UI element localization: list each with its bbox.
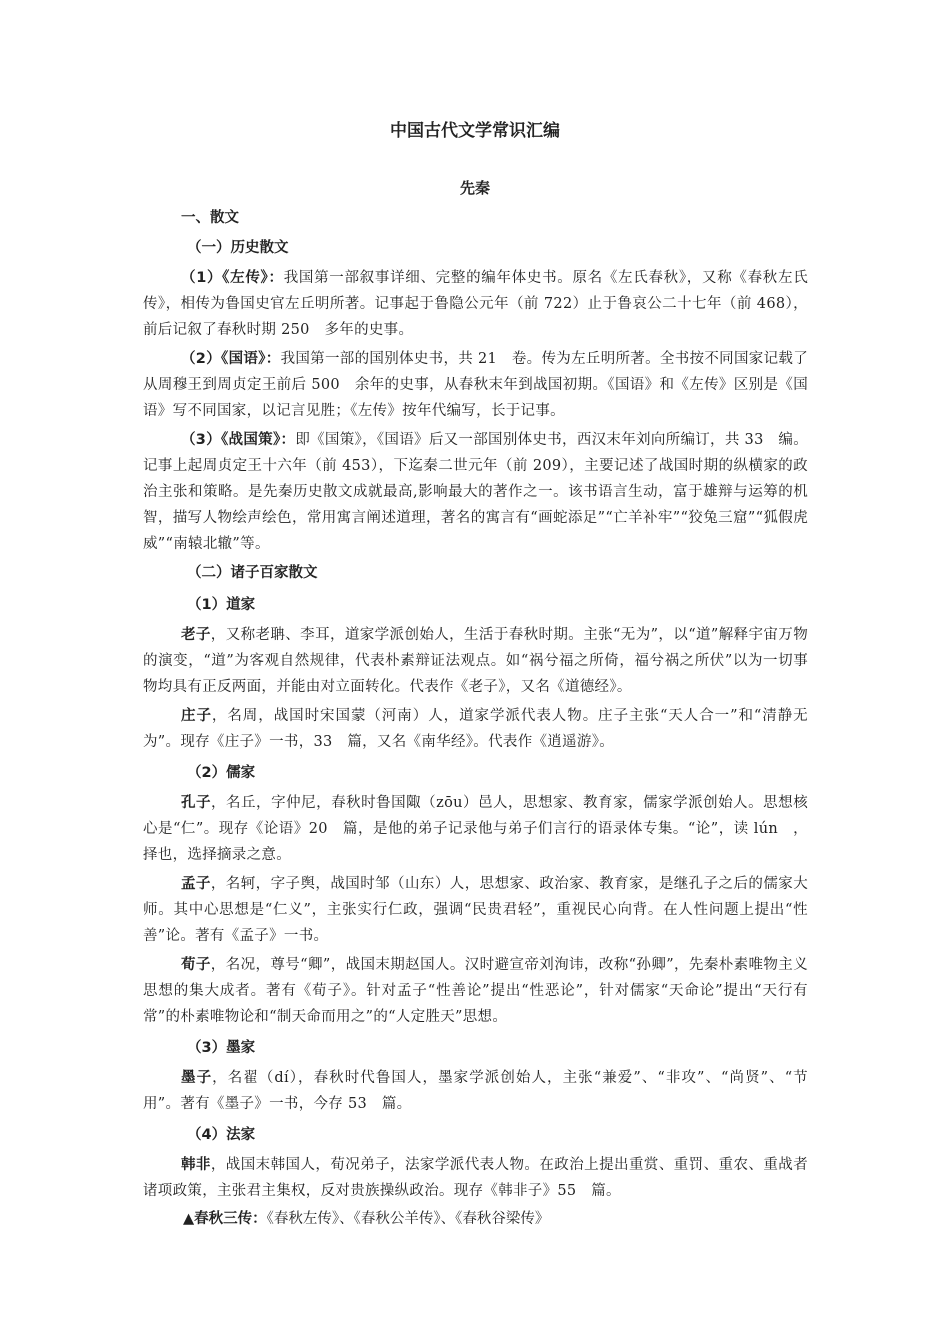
text-guoyu: 我国第一部的国别体史书，共 21 卷。传为左丘明所著。全书按不同国家记载了从周穆王到周贞定王前后 500 余年的史事，从春秋末年到战国初期。《国语》和《左传》区别是《国语》写不同国家，以记言见胜；《左传》按年代编写，长于记事。	[143, 351, 808, 419]
term-xunzi: 荀子	[181, 957, 211, 973]
text-hanfei: ，战国末韩国人，荀况弟子，法家学派代表人物。在政治上提出重赏、重罚、重农、重战者诸项政策，主张君主集权，反对贵族操纵政治。现存《韩非子》55 篇。	[143, 1157, 808, 1199]
heading-mojia: （3）墨家	[187, 1040, 256, 1056]
paragraph-guoyu	[143, 346, 808, 424]
paragraph-kongzi	[143, 790, 808, 868]
text-sanzhuan: 《春秋左传》、《春秋公羊传》、《春秋谷梁传》	[266, 1211, 550, 1227]
term-laozi: 老子	[181, 627, 211, 643]
text-zhanguoce: 即《国策》，《国语》后又一部国别体史书，西汉末年刘向所编订，共 33 编。记事上起周贞定王十六年（前 453），下迄秦二世元年（前 209），主要记述了战国时期的纵横家的政治主张和策略。是先秦历史散文成就最高,影响最大的著作之一。该书语言生动，富于雄辩与运筹的机智，描写人物绘声绘色，常用寓言阐述道理，著名的寓言有“画蛇添足”“亡羊补牢”“狡兔三窟”“狐假虎威”“南辕北辙”等。	[143, 432, 809, 552]
paragraph-zhanguoce	[143, 427, 808, 557]
text-zhuangzi: ，名周，战国时宋国蒙（河南）人，道家学派代表人物。庄子主张“天人合一”和“清静无为”。现存《庄子》一书，33 篇，又名《南华经》。代表作《逍遥游》。	[143, 708, 808, 750]
heading-prose: 一、散文	[181, 210, 239, 226]
text-zuozhuan: 我国第一部叙事详细、完整的编年体史书。原名《左氏春秋》，又称《春秋左氏传》，相传为鲁国史官左丘明所著。记事起于鲁隐公元年（前 722）止于鲁哀公二十七年（前 468），前后记叙了春秋时期 250 多年的史事。	[143, 270, 808, 338]
note-sanzhuan	[143, 1206, 808, 1232]
paragraph-xunzi	[143, 952, 808, 1030]
heading-fajia: （4）法家	[187, 1127, 256, 1143]
term-hanfei: 韩非	[181, 1157, 211, 1173]
text-mozi: ，名翟（dí），春秋时代鲁国人，墨家学派创始人，主张“兼爱”、“非攻”、“尚贤”、“节用”。著有《墨子》一书，今存 53 篇。	[143, 1070, 808, 1112]
term-zhanguoce: （3）《战国策》：	[181, 432, 296, 448]
paragraph-hanfei	[143, 1152, 808, 1204]
heading-zhuzi-prose: （二）诸子百家散文	[187, 565, 318, 581]
paragraph-mengzi	[143, 871, 808, 949]
term-zuozhuan: （1）《左传》：	[181, 270, 284, 286]
term-zhuangzi: 庄子	[181, 708, 212, 724]
term-kongzi: 孔子	[181, 795, 212, 811]
paragraph-zuozhuan	[143, 265, 808, 343]
heading-daojia: （1）道家	[187, 597, 256, 613]
text-kongzi: ，名丘，字仲尼，春秋时鲁国陬（zōu）邑人，思想家、教育家，儒家学派创始人。思想核心是“仁”。现存《论语》20 篇，是他的弟子记录他与弟子们言行的语录体专集。“论”，读 lún ，择也，选择摘录之意。	[143, 795, 808, 863]
heading-rujia: （2）儒家	[187, 765, 256, 781]
paragraph-mozi	[143, 1065, 808, 1117]
paragraph-zhuangzi	[143, 703, 808, 755]
term-mozi: 墨子	[181, 1070, 213, 1086]
text-mengzi: ，名轲，字子舆，战国时邹（山东）人，思想家、政治家、教育家，是继孔子之后的儒家大师。其中心思想是“仁义”，主张实行仁政，强调“民贵君轻”，重视民心向背。在人性问题上提出“性善”论。著有《孟子》一书。	[143, 876, 808, 944]
section-heading: 先秦	[459, 179, 490, 197]
term-mengzi: 孟子	[181, 876, 211, 892]
heading-history-prose: （一）历史散文	[187, 240, 289, 256]
paragraph-laozi	[143, 622, 808, 700]
text-xunzi: ，名况，尊号“卿”，战国末期赵国人。汉时避宣帝刘洵讳，改称“孙卿”，先秦朴素唯物主义思想的集大成者。著有《荀子》。针对孟子“性善论”提出“性恶论”，针对儒家“天命论”提出“天行有常”的朴素唯物论和“制天命而用之”的“人定胜天”思想。	[143, 957, 808, 1025]
term-sanzhuan: ▲春秋三传：	[183, 1211, 267, 1227]
document-body	[143, 204, 808, 1232]
document-title: 中国古代文学常识汇编	[390, 121, 560, 141]
term-guoyu: （2）《国语》：	[181, 351, 281, 367]
text-laozi: ，又称老聃、李耳，道家学派创始人，生活于春秋时期。主张“无为”，以“道”解释宇宙万物的演变，“道”为客观自然规律，代表朴素辩证法观点。如“祸兮福之所倚，福兮祸之所伏”以为一切事物均具有正反两面，并能由对立面转化。代表作《老子》，又名《道德经》。	[143, 627, 808, 695]
